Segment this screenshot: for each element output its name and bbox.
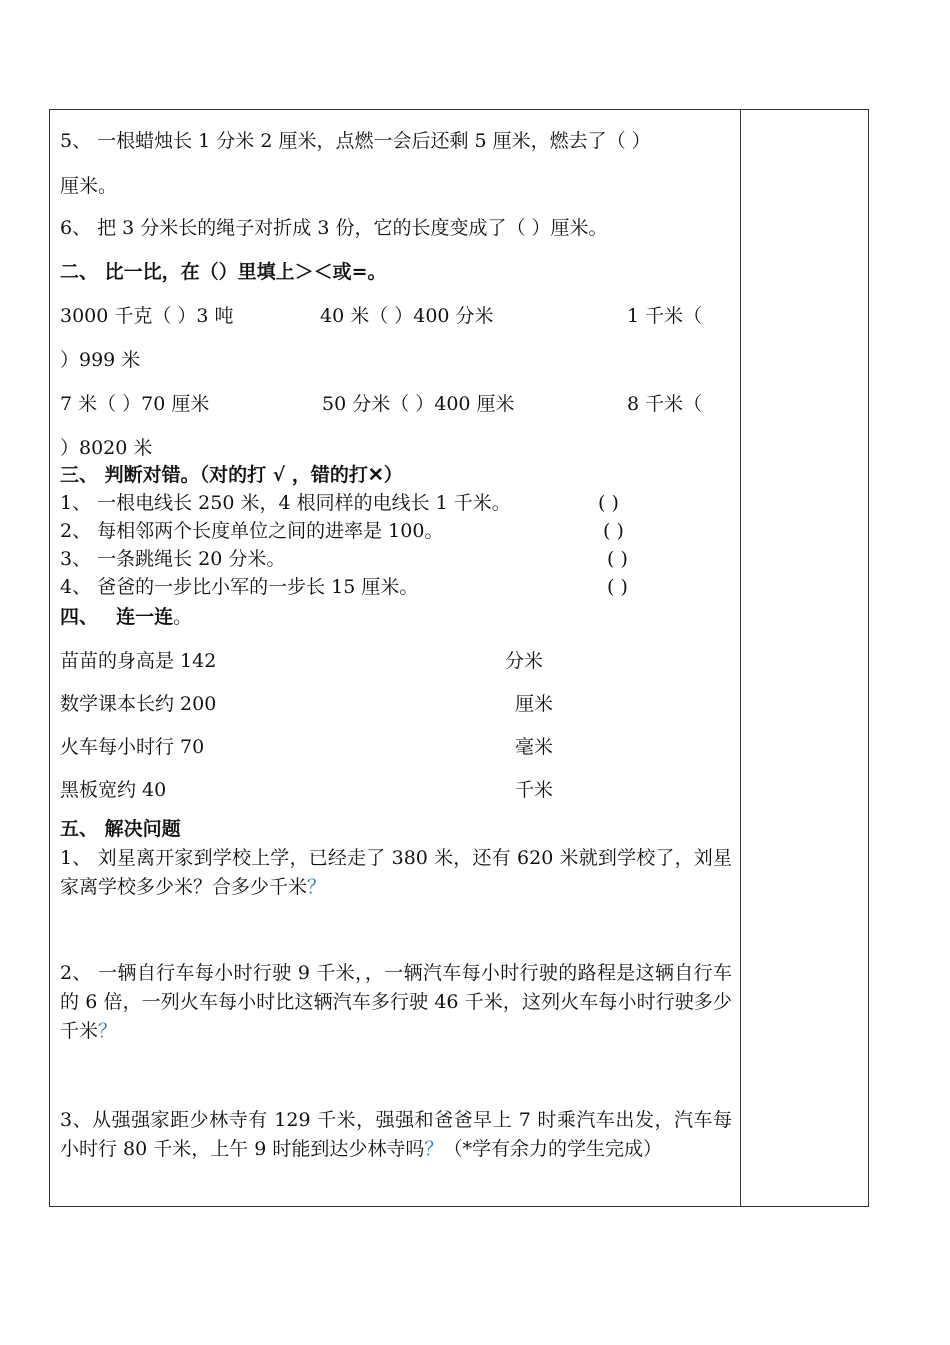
section4-num: 四、	[60, 606, 99, 628]
match-left-3: 火车每小时行 70	[60, 736, 205, 758]
section4-title	[60, 603, 192, 631]
q5-line2: 厘米。	[60, 175, 118, 197]
problem-2	[60, 959, 732, 1046]
problem-3-qmark: ？	[424, 1138, 444, 1160]
q6: 6、 把 3 分米长的绳子对折成 3 份，它的长度变成了（ ）厘米。	[60, 217, 608, 239]
problem-2-qmark: ？	[98, 1020, 118, 1042]
judge-paren-3: ( )	[607, 548, 628, 570]
compare-1b: 40 米（ ）400 分米	[320, 305, 494, 327]
compare-2d: ）8020 米	[60, 437, 153, 459]
section4-title-tail: 。	[173, 606, 193, 628]
match-left-1: 苗苗的身高是 142	[60, 650, 217, 672]
match-right-3: 毫米	[515, 736, 554, 758]
q5-line1: 5、 一根蜡烛长 1 分米 2 厘米，点燃一会后还剩 5 厘米，燃去了（ ）	[60, 130, 651, 152]
problem-3	[60, 1106, 732, 1164]
match-left-4: 黑板宽约 40	[60, 779, 167, 801]
compare-1d: ）999 米	[60, 349, 141, 371]
judge-item-4: 4、 爸爸的一步比小军的一步长 15 厘米。	[60, 576, 419, 598]
section5-title: 五、 解决问题	[60, 818, 181, 840]
judge-item-1: 1、 一根电线长 250 米，4 根同样的电线长 1 千米。	[60, 492, 511, 514]
problem-3-note: （*学有余力的学生完成）	[443, 1138, 662, 1160]
section2-title: 二、 比一比，在（）里填上＞＜或=。	[60, 261, 387, 283]
problem-3-text: 3、从强强家距少林寺有 129 千米，强强和爸爸早上 7 时乘汽车出发，汽车每小时行 80 千米，上午 9 时能到达少林寺吗	[60, 1109, 732, 1160]
problem-1-text: 1、 刘星离开家到学校上学，已经走了 380 米，还有 620 米就到学校了，刘星家离学校多少米？合多少千米	[60, 847, 732, 898]
section3-title: 三、 判断对错。（对的打 √ ，错的打✕）	[60, 464, 403, 486]
section4-title-text: 连一连	[116, 606, 174, 628]
match-left-2: 数学课本长约 200	[60, 693, 217, 715]
compare-1a: 3000 千克（ ）3 吨	[60, 305, 234, 327]
match-right-1: 分米	[505, 650, 544, 672]
compare-2c: 8 千米（	[627, 393, 703, 415]
judge-paren-2: ( )	[603, 520, 624, 542]
judge-paren-4: ( )	[607, 576, 628, 598]
match-right-2: 厘米	[515, 693, 554, 715]
judge-item-2: 2、 每相邻两个长度单位之间的进率是 100。	[60, 520, 444, 542]
column-divider	[740, 109, 741, 1207]
problem-1-qmark: ？	[307, 876, 327, 898]
match-right-4: 千米	[515, 779, 554, 801]
problem-1	[60, 844, 732, 902]
judge-item-3: 3、 一条跳绳长 20 分米。	[60, 548, 286, 570]
judge-paren-1: ( )	[598, 492, 619, 514]
problem-2-text: 2、 一辆自行车每小时行驶 9 千米，，一辆汽车每小时行驶的路程是这辆自行车的 6 倍，一列火车每小时比这辆汽车多行驶 46 千米，这列火车每小时行驶多少千米	[60, 962, 732, 1042]
compare-2b: 50 分米（ ）400 厘米	[322, 393, 515, 415]
compare-1c: 1 千米（	[627, 305, 703, 327]
compare-2a: 7 米（ ）70 厘米	[60, 393, 210, 415]
